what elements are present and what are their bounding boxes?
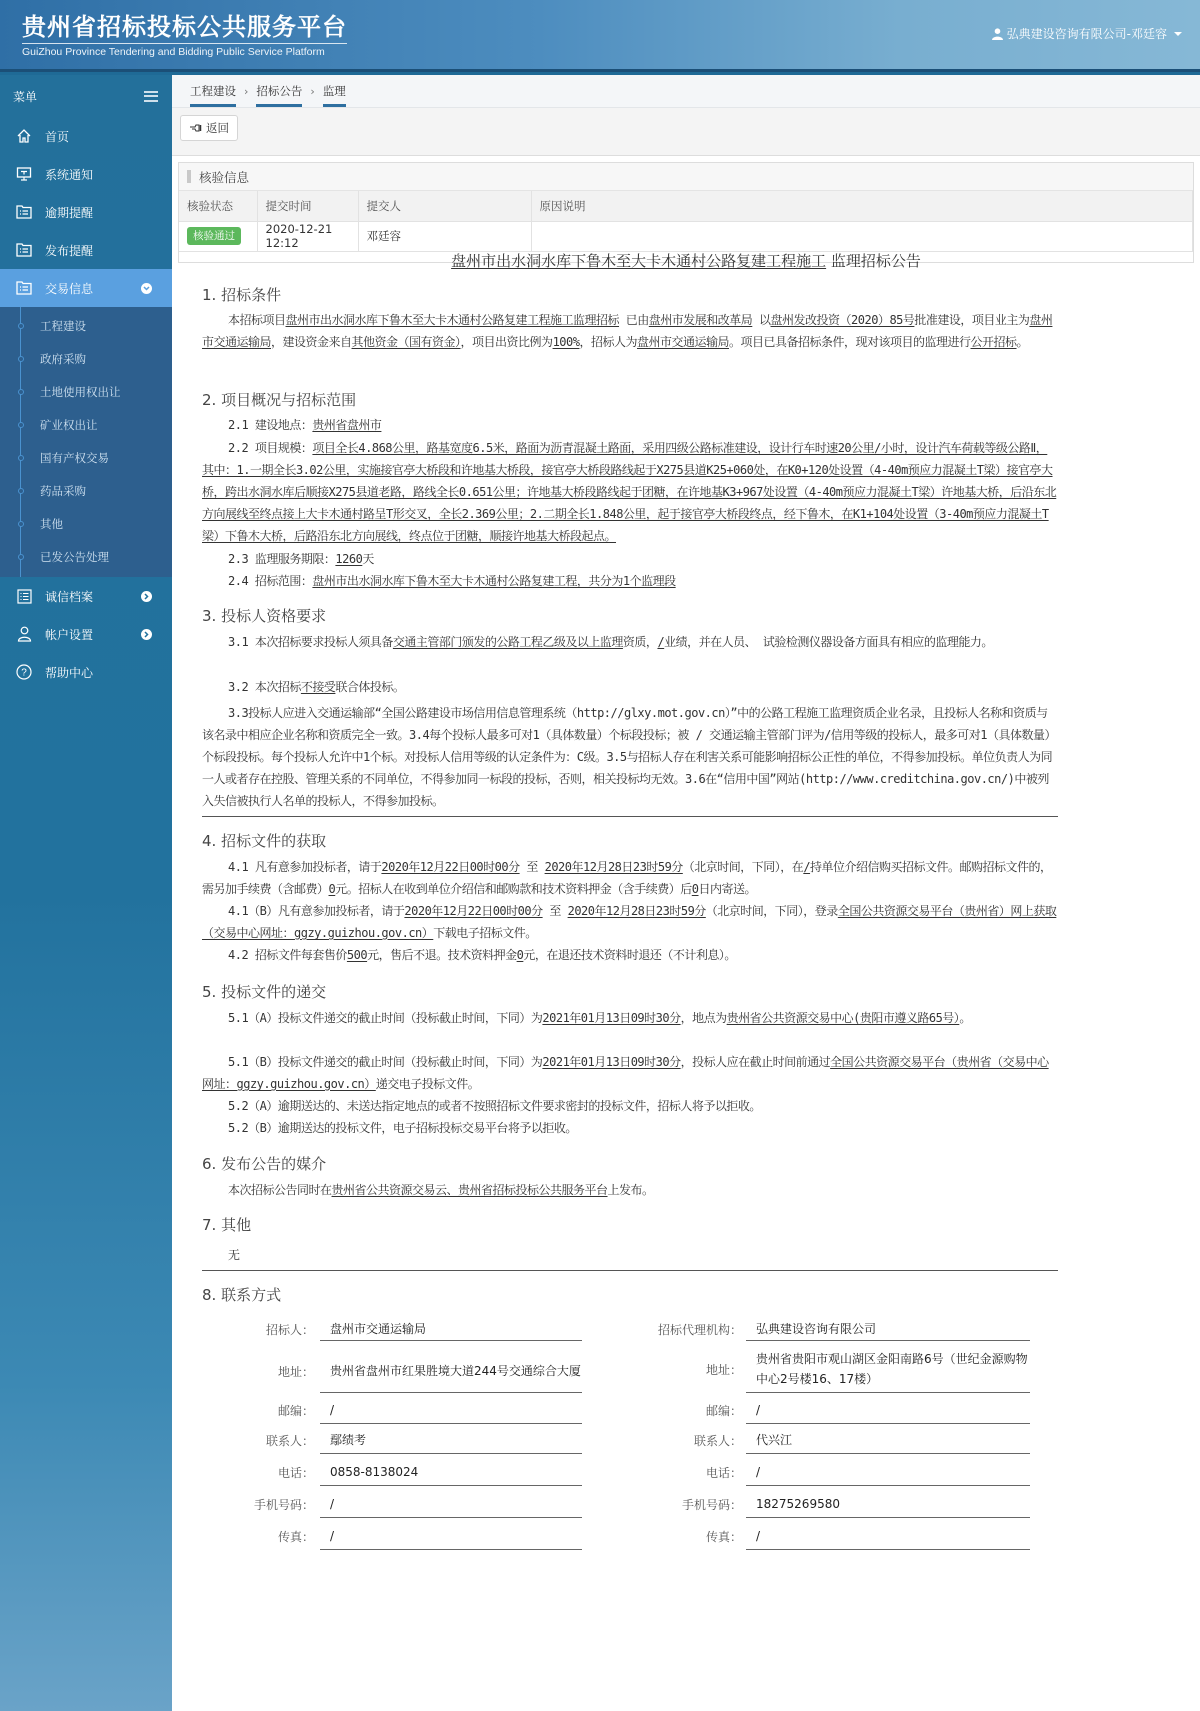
submitter: 邓廷容 — [358, 221, 531, 251]
trade-submenu — [0, 307, 172, 577]
chevron-right-icon — [141, 629, 152, 640]
top-header — [0, 0, 1200, 72]
status-badge: 核验通过 — [187, 227, 241, 245]
section-3-1: 3.1 本次招标要求投标人须具备交通主管部门颁发的公路工程乙级及以上监理资质，/业绩，并在人员、 试验检测仪器设备方面具有相应的监理能力。 — [228, 635, 993, 649]
sidebar-item-publish[interactable]: 发布提醒 — [0, 231, 172, 269]
section-2-3: 2.3 监理服务期限：1260天 — [228, 552, 374, 566]
breadcrumb-supervision[interactable]: 监理 — [323, 84, 346, 107]
section-4-1: 4.1 凡有意参加投标者，请于2020年12月22日00时00分 至 2020年12月28日23时59分（北京时间，下同），在/持单位介绍信购买招标文件。邮购招标文件的，需另加手续费（含邮费）0元。招标人在收到单位介绍信和邮购款和技术资料押金（含手续费）后0日内寄送。 — [202, 860, 1052, 896]
hand-point-left-icon — [189, 123, 203, 133]
submit-time: 2020-12-21 12:12 — [257, 221, 358, 251]
submenu-item-construction[interactable]: 工程建设 — [0, 309, 172, 342]
section-2-2: 2.2 项目规模：项目全长4.868公里，路基宽度6.5米，路面为沥青混凝土路面，采用四级公路标准建设，设计行车时速20公里/小时，设计汽车荷载等级公路Ⅱ，其中：1.一期全长3.02公里，实施接官亭大桥段和许地基大桥段，接官亭大桥段路线起于X275县道K25+060处，在K0+120处设置（4-40m预应力混凝土T梁）接官亭大桥，跨出水洞水库后顺接X275县道老路，路线全长0.651公里；许地基大桥段路线起于团糖，在许地基K3+967处设置（4-40m预应力混凝土T梁）许地基大桥，后沿东北方向展线至终点接上大卡木通村路呈T形交叉，全长2.369公里；2.二期全长1.848公里，起于接官亭大桥段终点，经下鲁木，在K1+104处设置（3-40m预应力混凝土T梁）下鲁木大桥，后路沿东北方向展线，终点位于团糖，顺接许地基大桥段起点。 — [202, 441, 1057, 543]
section-3-2: 3.2 本次招标不接受联合体投标。 — [228, 680, 405, 694]
section-5-1a: 5.1（A）投标文件递交的截止时间（投标截止时间，下同）为2021年01月13日09时30分，地点为贵州省公共资源交易中心(贵阳市遵义路65号）。 — [228, 1011, 971, 1025]
chevron-down-icon — [141, 283, 152, 294]
section-heading: 1. 招标条件 — [202, 286, 282, 304]
breadcrumb-construction[interactable]: 工程建设 — [190, 84, 236, 107]
monitor-icon — [14, 164, 34, 184]
sidebar-item-account[interactable]: 帐户设置 — [0, 615, 172, 653]
verify-table — [179, 191, 1193, 252]
caret-down-icon — [1174, 32, 1182, 36]
col-status: 核验状态 — [179, 191, 257, 221]
section-6-text: 本次招标公告同时在贵州省公共资源交易云、贵州省招标投标公共服务平台上发布。 — [228, 1183, 654, 1197]
section-4-1b: 4.1（B）凡有意参加投标者，请于2020年12月22日00时00分 至 2020年12月28日23时59分（北京时间，下同），登录全国公共资源交易平台（贵州省）网上获取（交易中心网址：ggzy.guizhou.gov.cn）下载电子招标文件。 — [202, 904, 1057, 940]
submenu-item-mining[interactable]: 矿业权出让 — [0, 408, 172, 441]
sidebar-item-trade[interactable]: 交易信息 — [0, 269, 172, 307]
sidebar-item-credit[interactable]: 诚信档案 — [0, 577, 172, 615]
user-icon — [992, 28, 1003, 40]
verify-panel — [178, 162, 1194, 263]
list-icon — [14, 586, 34, 606]
col-submitter: 提交人 — [358, 191, 531, 221]
section-heading: 3. 投标人资格要求 — [202, 607, 327, 625]
sidebar — [0, 75, 172, 1711]
section-heading: 7. 其他 — [202, 1216, 252, 1234]
section-4-2: 4.2 招标文件每套售价500元，售后不退。技术资料押金0元，在退还技术资料时退还（不计利息）。 — [228, 948, 736, 962]
back-button[interactable]: 返回 — [180, 115, 238, 141]
section-heading: 5. 投标文件的递交 — [202, 983, 327, 1001]
main-content: 工程建设 › 招标公告 › 监理 返回 核验信息 核验状态 提交时间 提交人 原因说明 核验通过 2020-12-21 12:12 邓廷容 盘州市出水洞水库下鲁木至大卡木通村公路复建工程施工 监理招标公告 1. 招标条件 本招标项目盘州市出水洞水库下鲁木至大卡木通村公路复建工程施工监理招标 已由盘州市发展和改革局 以盘州发改投资（2020）85号批准建设，项目业主为盘州市交通运输局，建设资金来自其他资金（国有资金），项目出资比例为100%，招标人为盘州市交通运输局。项目已具备招标条件，现对该项目的监理进行公开招标。 2. 项目概况与招标范围 2.1 建设地点：贵州省盘州市 2.2 项目规模：项目全长4.868公里，路基宽度6.5米，路面为沥青混凝土路面，采用四级公路标准建设，设计行车时速20公里/小时，设计汽车荷载等级公路Ⅱ，其中：1.一期全长3.02公里，实施接官亭大桥段和许地基大桥段，接官亭大桥段路线起于X275县道K25+060处，在K0+120处设置（4-40m预应力混凝土T梁）接官亭大桥，跨出水洞水库后顺接X275县道老路，路线全长0.651公里；许地基大桥段路线起于团糖，在许地基K3+967处设置（4-40m预应力混凝土T梁）许地基大桥，后沿东北方向展线至终点接上大卡木通村路呈T形交叉，全长2.369公里；2.二期全长1.848公里，起于接官亭大桥段终点，经下鲁木，在K1+104处设置（3-40m预应力混凝土T梁）下鲁木大桥，后路沿东北方向展线，终点位于团糖，顺接许地基大桥段起点。 2.3 监理服务期限：1260天 2.4 招标范围：盘州市出水洞水库下鲁木至大卡木通村公路复建工程，共分为1个监理段 3. 投标人资格要求 3.1 本次招标要求投标人须具备交通主管部门颁发的公路工程乙级及以上监理资质，/业绩，并在人员、 试验检测仪器设备方面具有相应的监理能力。 3.2 本次招标不接受联合体投标。 3.3投标人应进入交通运输部“全国公路建设市场信用信息管理系统（http://glxy.mot.gov.cn）”中的公路工程施工监理资质企业名录，且投标人名称和资质与该名录中相应企业名称和资质完全一致。3.4每个投标人最多可对1（具体数量）个标段投标；被 / 交通运输主管部门评为/信用等级的投标人，最多可对1（具体数量）个标段投标。每个投标人允许中1个标。对投标人信用等级的认定条件为：C级。3.5与招标人存在利害关系可能影响招标公正性的单位，不得参加投标。单位负责人为同一人或者存在控股、管理关系的不同单位，不得参加同一标段的投标，否则，相关投标均无效。3.6在“信用中国”网站(http://www.creditchina.gov.cn/)中被列入失信被执行人名单的投标人，不得参加投标。 4. 招标文件的获取 4.1 凡有意参加投标者，请于2020年12月22日00时00分 至 2020年12月28日23时59分（北京时间，下同），在/持单位介绍信购买招标文件。邮购招标文件的，需另加手续费（含邮费）0元。招标人在收到单位介绍信和邮购款和技术资料押金（含手续费）后0日内寄送。 4.1（B）凡有意参加投标者，请于2020年12月22日00时00分 至 2020年12月28日23时59分（北京时间，下同），登录全国公共资源交易平台（贵州省）网上获取（交易中心网址：ggzy.guizhou.gov.cn）下载电子招标文件。 4.2 招标文件每套售价500元，售后不退。技术资料押金0元，在退还技术资料时退还（不计利息）。 5. 投标文件的递交 5.1（A）投标文件递交的截止时间（投标截止时间，下同）为2021年01月13日09时30分，地点为贵州省公共资源交易中心(贵阳市遵义路65号）。 5.1（B）投标文件递交的截止时间（投标截止时间，下同）为2021年01月13日09时30分，投标人应在截止时间前通过全国公共资源交易平台（贵州省（交易中心网址：ggzy.guizhou.gov.cn）递交电子投标文件。 5.2（A）逾期送达的、未送达指定地点的或者不按照招标文件要求密封的投标文件，招标人将予以拒收。 5.2（B）逾期送达的投标文件，电子招标投标交易平台将予以拒收。 6. 发布公告的媒介 本次招标公告同时在贵州省公共资源交易云、贵州省招标投标公共服务平台上发布。 7. 其他 无 8. 联系方式 招标人： 盘州市交通运输局 地址： 贵州省盘州市红果胜境大道244号交通综合大厦 邮编： / 联系人： 鄢绩考 电话： 0858-8138024 手机号码： / 传真： / 招标代理机构： 弘典建设咨询有限公司 地址： 贵州省贵阳市观山湖区金阳南路6号（世纪金源购物中心2号楼16、17楼） 邮编： / 联系人： 代兴江 电话： / 手机号码： 18275269580 传真： / — [172, 75, 1200, 1711]
sidebar-item-home[interactable]: 首页 — [0, 117, 172, 155]
submenu-item-drug[interactable]: 药品采购 — [0, 474, 172, 507]
svg-text:?: ? — [21, 667, 27, 679]
submenu-item-gov-procurement[interactable]: 政府采购 — [0, 342, 172, 375]
folder-list-icon — [14, 278, 34, 298]
toolbar — [172, 108, 1200, 156]
help-icon — [14, 662, 34, 682]
folder-list-icon — [14, 240, 34, 260]
user-menu[interactable] — [992, 25, 1182, 42]
section-heading: 6. 发布公告的媒介 — [202, 1155, 327, 1173]
folder-list-icon — [14, 202, 34, 222]
section-heading: 8. 联系方式 — [202, 1286, 282, 1304]
submenu-item-other[interactable]: 其他 — [0, 507, 172, 540]
breadcrumb-separator: › — [244, 85, 249, 98]
chevron-right-icon — [141, 591, 152, 602]
hamburger-icon[interactable] — [144, 91, 158, 102]
section-5-1b: 5.1（B）投标文件递交的截止时间（投标截止时间，下同）为2021年01月13日09时30分，投标人应在截止时间前通过全国公共资源交易平台（贵州省（交易中心网址：ggzy.guizhou.gov.cn）递交电子投标文件。 — [202, 1055, 1049, 1091]
section-7-text: 无 — [228, 1248, 240, 1262]
table-row — [179, 221, 1193, 251]
section-2-4: 2.4 招标范围：盘州市出水洞水库下鲁木至大卡木通村公路复建工程，共分为1个监理段 — [228, 574, 676, 588]
reason — [531, 221, 1193, 251]
breadcrumb — [172, 75, 1200, 108]
section-heading: 4. 招标文件的获取 — [202, 832, 327, 850]
submenu-item-published[interactable]: 已发公告处理 — [0, 540, 172, 573]
col-reason: 原因说明 — [531, 191, 1193, 221]
submenu-item-state-property[interactable]: 国有产权交易 — [0, 441, 172, 474]
user-icon — [14, 624, 34, 644]
submenu-item-land[interactable]: 土地使用权出让 — [0, 375, 172, 408]
section-2-1: 2.1 建设地点：贵州省盘州市 — [228, 418, 382, 432]
verify-title: 核验信息 — [199, 169, 250, 185]
section-1-text: 本招标项目盘州市出水洞水库下鲁木至大卡木通村公路复建工程施工监理招标 已由盘州市发展和改革局 以盘州发改投资（2020）85号批准建设，项目业主为盘州市交通运输局，建设资金来自其他资金（国有资金），项目出资比例为100%，招标人为盘州市交通运输局。项目已具备招标条件，现对该项目的监理进行公开招标。 — [202, 313, 1053, 349]
notice-title: 盘州市出水洞水库下鲁木至大卡木通村公路复建工程施工 监理招标公告 — [451, 252, 921, 270]
sidebar-item-notice[interactable]: 系统通知 — [0, 155, 172, 193]
sidebar-item-overdue[interactable]: 逾期提醒 — [0, 193, 172, 231]
platform-title: 贵州省招标投标公共服务平台 — [22, 13, 347, 44]
sidebar-item-help[interactable]: ? 帮助中心 — [0, 653, 172, 691]
breadcrumb-tender-notice[interactable]: 招标公告 — [256, 84, 302, 107]
col-time: 提交时间 — [257, 191, 358, 221]
platform-subtitle: GuiZhou Province Tendering and Bidding Public Service Platform — [22, 46, 325, 58]
section-3-3: 3.3投标人应进入交通运输部“全国公路建设市场信用信息管理系统（http://glxy.mot.gov.cn）”中的公路工程施工监理资质企业名录，且投标人名称和资质与该名录中相应企业名称和资质完全一致。3.4每个投标人最多可对1（具体数量）个标段投标；被 / 交通运输主管部门评为/信用等级的投标人，最多可对1（具体数量）个标段投标。每个投标人允许中1个标。对投标人信用等级的认定条件为：C级。3.5与招标人存在利害关系可能影响招标公正性的单位，不得参加投标。单位负责人为同一人或者存在控股、管理关系的不同单位，不得参加同一标段的投标，否则，相关投标均无效。3.6在“信用中国”网站(http://www.creditchina.gov.cn/)中被列入失信被执行人名单的投标人，不得参加投标。 — [202, 706, 1057, 808]
section-5-2a: 5.2（A）逾期送达的、未送达指定地点的或者不按照招标文件要求密封的投标文件，招标人将予以拒收。 — [228, 1099, 761, 1113]
section-heading: 2. 项目概况与招标范围 — [202, 391, 357, 409]
section-5-2b: 5.2（B）逾期送达的投标文件，电子招标投标交易平台将予以拒收。 — [228, 1121, 577, 1135]
menu-label: 菜单 — [13, 89, 38, 104]
user-name: 弘典建设咨询有限公司-邓廷容 — [1006, 27, 1167, 41]
home-icon — [14, 126, 34, 146]
breadcrumb-separator: › — [310, 85, 315, 98]
